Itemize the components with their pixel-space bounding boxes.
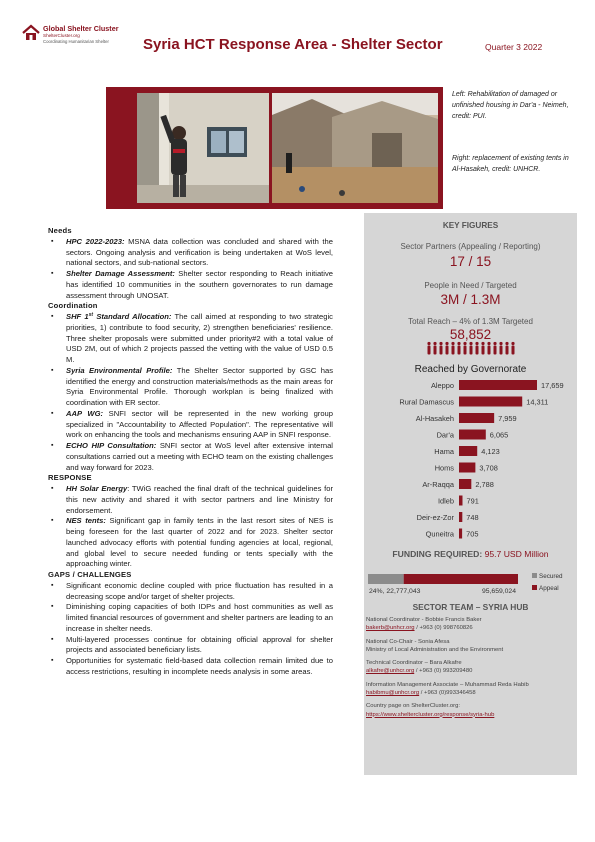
person-icon (469, 342, 472, 355)
needs-heading: Needs (48, 226, 72, 235)
governorate-bar-chart (364, 376, 577, 546)
logo-name: Global Shelter Cluster (43, 24, 119, 33)
funding-required: FUNDING REQUIRED: 95.7 USD Million (392, 549, 549, 559)
person-icon (487, 342, 490, 355)
list-item: ▪ Diminishing coping capacities of both IDPs and host communities as well as limited financial resources of government and shelter partners are leading to an increase in shelter needs. (48, 602, 333, 634)
governorate-chart-title: Reached by Governorate (414, 364, 527, 375)
coordination-heading: Coordination (48, 301, 98, 311)
category-label: Homs (434, 463, 454, 473)
contact-technical: Technical Coordinator – Bara Alkafre alkafre@unhcr.org / +963 (0) 993209480 (366, 660, 473, 675)
legend-label-appeal: Appeal (539, 585, 559, 592)
bar-value-label: 705 (466, 529, 479, 539)
legend-swatch-appeal (532, 585, 537, 590)
funding-bar-chart (364, 567, 577, 599)
bar (459, 512, 462, 522)
gaps-heading: GAPS / CHALLENGES (48, 570, 132, 579)
response-list (48, 484, 333, 570)
category-label: Dar'a (436, 430, 454, 440)
person-icon (505, 342, 508, 355)
contact-information-management: Information Management Associate – Muhammad Reda Habib habibmu@unhcr.org / +963 (0)993346458 (366, 681, 529, 697)
key-figures-panel (364, 213, 577, 775)
category-label: Ar-Raqqa (422, 480, 454, 489)
person-icon (433, 342, 436, 355)
contact-coordinator: National Coordinator - Bobbie Francis Baker bakerb@unhcr.org / +963 (0) 998760826 (366, 617, 482, 632)
bar-value-label: 7,959 (498, 414, 517, 423)
person-icon (457, 342, 460, 355)
list-item: ▪ Opportunities for systematic field-based data collection remain limited due to access restrictions, resulting in incomplete needs analysis in some areas. (48, 656, 333, 678)
person-icon (427, 342, 430, 355)
list-item: ▪ Shelter Damage Assessment: Shelter sector responding to Reach initiative has identified 10 communities in the southern governorates to run damage assessment through UNOSAT. (48, 269, 333, 301)
bar-value-label: 4,123 (481, 447, 500, 456)
category-label: Deir-ez-Zor (416, 513, 454, 522)
technical-email-link[interactable]: alkafre@unhcr.org (366, 668, 415, 675)
appeal-bar (404, 574, 518, 584)
person-icon (475, 342, 478, 355)
gaps-list (48, 581, 333, 678)
people-icon-row (426, 341, 519, 355)
category-label: Quneitra (425, 529, 454, 539)
bar (459, 496, 462, 506)
coordinator-email-link[interactable]: bakerb@unhcr.org (366, 625, 415, 632)
bar (459, 529, 462, 539)
sector-team-contacts (366, 616, 576, 724)
bar-value-label: 748 (466, 513, 479, 522)
person-icon (445, 342, 448, 355)
country-page-link[interactable]: https://www.sheltercluster.org/response/syria-hub (366, 711, 495, 718)
secured-bar (368, 574, 404, 584)
person-icon (439, 342, 442, 355)
list-item: ▪ HPC 2022-2023: MSNA data collection was concluded and shared with the sectors. Ongoing analysis and verification is being undertaken at WoS level, national sectors, and sub-national sectors. (48, 237, 333, 269)
list-item: ▪ HH Solar Energy: TWiG reached the final draft of the technical guidelines for this new activity and shared it with sector partners and line Ministry for endorsement. (48, 484, 333, 516)
funding-value: 95.7 USD Million (484, 549, 549, 559)
list-item: ▪ SHF 1st Standard Allocation: The call aimed at responding to two strategic priorities, 1) contribute to food security, 2) strengthen beneficiaries' resilience. Three shelter proposals were submitted under priority#2 with a total value of USD 2M, out of which 2 projects passed the vetting with the value of USD 0.5 M. (48, 312, 333, 366)
category-label: Rural Damascus (399, 397, 454, 407)
partners-value: 17 / 15 (449, 254, 492, 269)
category-label: Aleppo (430, 381, 454, 390)
bar-value-label: 17,659 (541, 381, 564, 390)
rehabilitation-photo (137, 93, 269, 203)
appeal-value-label: 95,659,024 (481, 588, 516, 595)
reach-value: 58,852 (449, 327, 492, 342)
contact-co-chair: National Co-Chair - Sonia Afesa Ministry of Local Administration and the Environment (366, 638, 504, 653)
reach-label: Total Reach – 4% of 1.3M Targeted (408, 317, 533, 326)
im-email-link[interactable]: habibmu@unhcr.org (366, 690, 420, 697)
list-item: ▪ AAP WG: SNFI sector will be represented in the new working group specialized in "Accountability to Affected Population". The representative will work on enhancing the tools and mechanisms ensuring AAP in SNFI response. (48, 409, 333, 441)
partners-label: Sector Partners (Appealing / Reporting) (400, 242, 541, 251)
legend-swatch-secured (532, 573, 537, 578)
category-label: Idleb (437, 496, 454, 506)
list-item: ▪ Syria Environmental Profile: The Shelter Sector supported by GSC has identified the energy and construction materials/methods as the main areas for Syria Environmental Profile. Thorough workplan is being finalized with coordination with ER sector. (48, 366, 333, 409)
list-item: ▪ NES tents: Significant gap in family tents in the last resort sites of NES is being foreseen for the last quarter of 2022 and for 2023. Shelter sector launched advocacy efforts with potential funding agencies at local, regional, and global level to secure needed funding or tents specially with the approaching winter. (48, 516, 333, 570)
logo (22, 22, 132, 48)
needs-list (48, 237, 333, 302)
coordination-list (48, 312, 333, 473)
people-value: 3M / 1.3M (440, 292, 501, 307)
bar (459, 479, 471, 489)
bar-value-label: 2,788 (475, 480, 494, 489)
list-item: ▪ Significant economic decline coupled with price fluctuation has resulted in a decreasing scope and/or target of shelter projects. (48, 581, 333, 603)
bar (459, 430, 486, 440)
tent-replacement-photo (272, 93, 438, 203)
person-icon (493, 342, 496, 355)
bar (459, 380, 537, 390)
response-heading: RESPONSE (48, 473, 92, 483)
person-icon (499, 342, 502, 355)
person-icon (481, 342, 484, 355)
narrative-column (48, 226, 333, 678)
list-item: ▪ Multi-layered processes continue for obtaining official approval for shelter projects and associated beneficiary lists. (48, 635, 333, 657)
people-label: People in Need / Targeted (424, 281, 517, 290)
bar (459, 397, 522, 407)
category-label: Al-Hasakeh (415, 414, 454, 423)
logo-website: ShelterCluster.org (43, 33, 80, 38)
list-item: ▪ ECHO HIP Consultation: SNFI sector at WoS level after extensive internal consultations carried out a meeting with ECHO team on the existing challenges and way forward for 2023. (48, 441, 333, 473)
bar (459, 463, 475, 473)
bar-value-label: 791 (466, 496, 479, 506)
shelter-cluster-logo-icon (22, 24, 40, 42)
bar (459, 446, 477, 456)
category-label: Hama (434, 447, 454, 456)
photo-caption-right: Right: replacement of existing tents in Al-Hasakeh, credit: UNHCR. (452, 155, 569, 173)
photo-caption-left: Left: Rehabilitation of damaged or unfinished housing in Dar'a - Neimeh, credit: PUI. (452, 91, 569, 120)
person-icon (463, 342, 466, 355)
country-page: Country page on ShelterCluster.org: https://www.sheltercluster.org/response/syria-hub (366, 703, 495, 718)
secured-value-label: 24%, 22,777,043 (369, 588, 421, 595)
page-title: Syria HCT Response Area - Shelter Sector (143, 36, 443, 53)
bar-value-label: 14,311 (526, 397, 549, 407)
person-icon (511, 342, 514, 355)
bar-value-label: 6,065 (489, 430, 509, 440)
legend-label-secured: Secured (539, 573, 563, 580)
sector-team-heading: SECTOR TEAM – SYRIA HUB (412, 602, 529, 612)
report-period: Quarter 3 2022 (485, 42, 543, 52)
bar (459, 413, 494, 423)
key-figures-heading: KEY FIGURES (442, 221, 499, 230)
logo-tagline: Coordinating Humanitarian Shelter (43, 39, 109, 44)
bar-value-label: 3,708 (479, 463, 498, 473)
person-icon (451, 342, 454, 355)
